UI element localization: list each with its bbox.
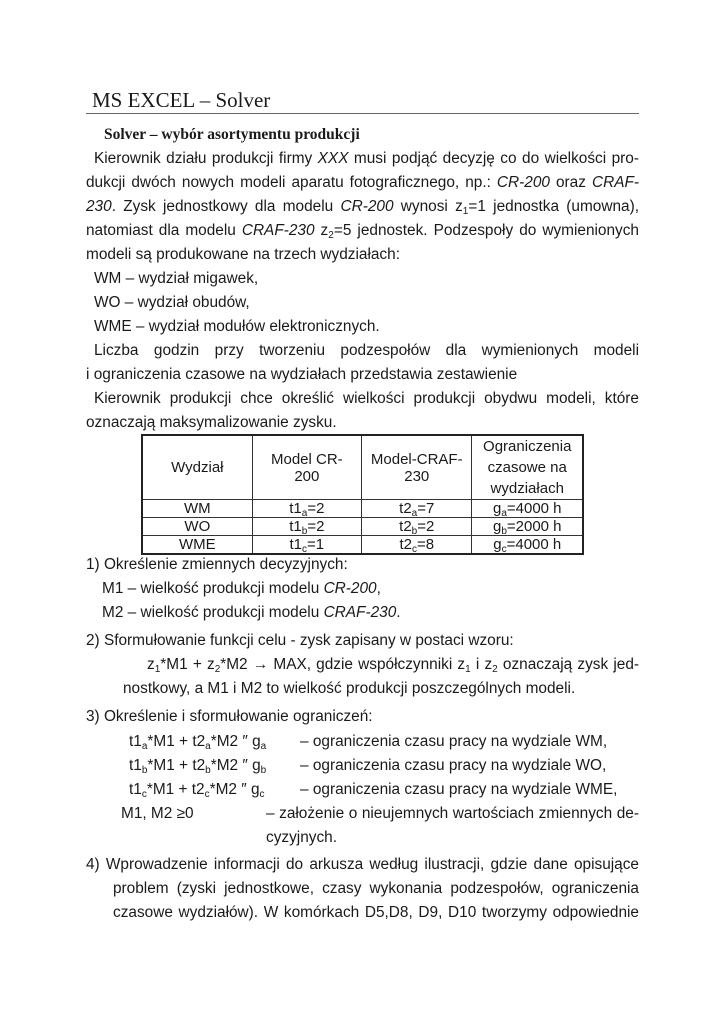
table-row xyxy=(142,500,583,518)
table-row xyxy=(142,536,583,555)
section-title: Solver – wybór asortymentu produkcji xyxy=(104,126,360,143)
department-wo: WO – wydział obudów, xyxy=(94,294,250,311)
intro-line-1: Kierownik działu produkcji firmy XXX musi podjąć decyzję co do wielkości pro- xyxy=(94,150,639,167)
cell-t2: $t2_b=2$ xyxy=(362,518,472,536)
constraint-wo: $t1_b*M1 + t2_b*M2$ ″ $g_b$ xyxy=(129,757,267,776)
constraint-nonneg: M1, M2 ≥0 xyxy=(121,805,194,822)
para3-line-2: oznaczają maksymalizowanie zysku. xyxy=(86,414,337,431)
step4-line-1: 4) Wprowadzenie informacji do arkusza według ilustracji, gdzie dane opisujące xyxy=(86,856,639,873)
para3-line-1: Kierownik produkcji chce określić wielkości produkcji obydwu modeli, które xyxy=(94,390,639,407)
header-time-limits: Ograniczenia czasowe na wydziałach xyxy=(472,435,583,500)
cell-dept: WO xyxy=(142,518,252,536)
department-wme: WME – wydział modułów elektronicznych. xyxy=(94,318,380,335)
step1-m1: M1 – wielkość produkcji modelu CR-200, xyxy=(102,580,381,597)
header-department: Wydział xyxy=(142,435,252,500)
step2-title: 2) Sformułowanie funkcji celu - zysk zapisany w postaci wzoru: xyxy=(86,632,514,649)
cell-dept: WM xyxy=(142,500,252,518)
intro-line-3: 230. Zysk jednostkowy dla modelu CR-200 wynosi $z_1=1$ jednostka (umowna), xyxy=(86,198,639,217)
production-table xyxy=(141,434,584,555)
constraint-wme-desc: – ograniczenia czasu pracy na wydziale WME, xyxy=(300,781,618,798)
constraint-wm-desc: – ograniczenia czasu pracy na wydziale WM, xyxy=(300,733,608,750)
step4-line-3: czasowe wydziałów). W komórkach D5,D8, D9, D10 tworzymy odpowiednie xyxy=(113,904,639,921)
constraint-nonneg-desc-2: cyzyjnych. xyxy=(266,829,337,846)
cell-t1: $t1_a=2$ xyxy=(252,500,361,518)
page-title: MS EXCEL – Solver xyxy=(92,88,271,112)
constraint-wme: $t1_c*M1 + t2_c*M2$ ″ $g_c$ xyxy=(129,781,265,800)
header-model-cr200: Model CR- 200 xyxy=(252,435,361,500)
step2-line-2: nostkowy, a M1 i M2 to wielkość produkcji poszczególnych modeli. xyxy=(123,680,576,697)
cell-t2: $t2_a=7$ xyxy=(362,500,472,518)
constraint-nonneg-desc-1: – założenie o nieujemnych wartościach zmiennych de- xyxy=(266,805,639,822)
header-model-craf230: Model-CRAF- 230 xyxy=(362,435,472,500)
cell-dept: WME xyxy=(142,536,252,555)
step4-line-2: problem (zyski jednostkowe, czasy wykonania podzespołów, ograniczenia xyxy=(113,880,639,897)
department-wm: WM – wydział migawek, xyxy=(94,270,259,287)
cell-t2: $t2_c=8$ xyxy=(362,536,472,555)
table-header-row xyxy=(142,435,583,500)
constraint-wo-desc: – ograniczenia czasu pracy na wydziale WO, xyxy=(300,757,607,774)
cell-g: $g_a=4000$ h xyxy=(472,500,583,518)
title-divider xyxy=(86,113,639,114)
intro-line-4: natomiast dla modelu CRAF-230 $z_2=5$ jednostek. Podzespoły do wymienionych xyxy=(86,222,639,241)
cell-g: $g_c=4000$ h xyxy=(472,536,583,555)
table-row xyxy=(142,518,583,536)
intro-line-2: dukcji dwóch nowych modeli aparatu fotograficznego, np.: CR-200 oraz CRAF- xyxy=(86,174,639,191)
cell-g: $g_b=2000$ h xyxy=(472,518,583,536)
constraint-wm: $t1_a*M1 + t2_a*M2$ ″ $g_a$ xyxy=(129,733,267,752)
step2-formula: $z_1*M1 + z_2*M2$ → MAX, gdzie współczynniki $z_1$ i $z_2$ oznaczają zysk jed- xyxy=(147,656,640,675)
step1-m2: M2 – wielkość produkcji modelu CRAF-230. xyxy=(102,604,401,621)
cell-t1: $t1_c=1$ xyxy=(252,536,361,555)
cell-t1: $t1_b=2$ xyxy=(252,518,361,536)
step1-title: 1) Określenie zmiennych decyzyjnych: xyxy=(86,556,348,573)
step3-title: 3) Określenie i sformułowanie ograniczeń: xyxy=(86,708,373,725)
arrow-icon: → xyxy=(252,656,269,673)
para2-line-1: Liczba godzin przy tworzeniu podzespołów dla wymienionych modeli xyxy=(94,342,639,359)
intro-line-5: modeli są produkowane na trzech wydziałach: xyxy=(86,246,400,263)
para2-line-2: i ograniczenia czasowe na wydziałach przedstawia zestawienie xyxy=(86,366,518,383)
